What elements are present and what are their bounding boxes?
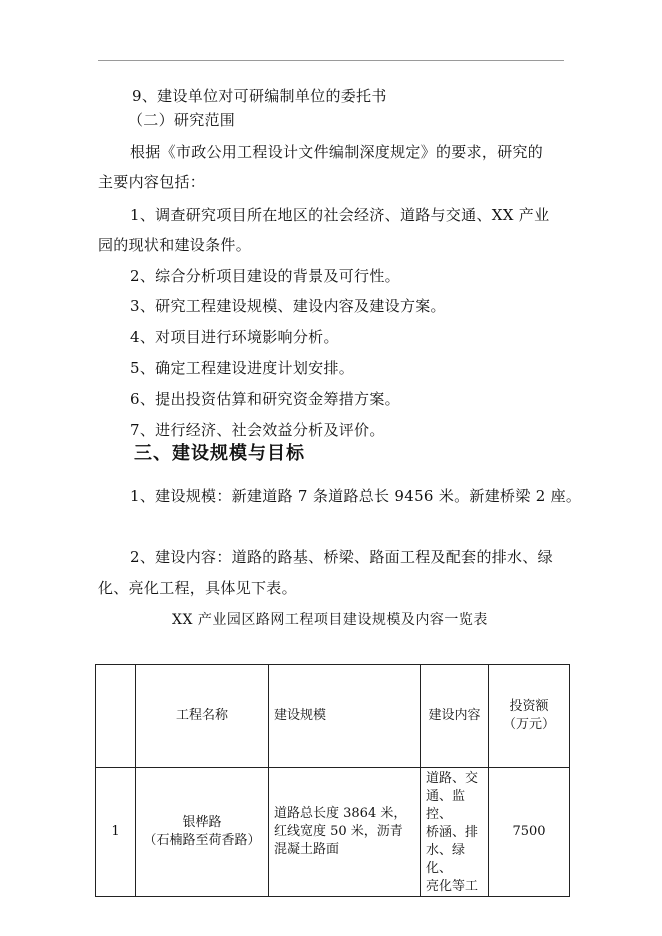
row-name-cell: 银桦路 （石楠路至荷香路）	[136, 768, 269, 897]
row-investment-cell: 7500	[489, 768, 570, 897]
content-paragraph-line-1: 2、建设内容：道路的路基、桥梁、路面工程及配套的排水、绿	[130, 548, 553, 566]
header-index-cell	[96, 665, 136, 768]
text-line-3: 根据《市政公用工程设计文件编制深度规定》的要求，研究的	[130, 143, 544, 161]
table-row	[96, 768, 570, 897]
section-heading: 三、建设规模与目标	[134, 443, 305, 464]
scale-paragraph: 1、建设规模：新建道路 7 条道路总长 9456 米。新建桥梁 2 座。	[130, 487, 582, 505]
header-rule	[98, 60, 564, 61]
text-line-4: 主要内容包括：	[98, 173, 206, 191]
text-line-10: 5、确定工程建设进度计划安排。	[130, 359, 355, 377]
table-caption: XX 产业园区路网工程项目建设规模及内容一览表	[172, 612, 488, 628]
text-line-2: （二）研究范围	[128, 111, 236, 129]
header-investment-cell: 投资额 （万元）	[489, 665, 570, 768]
project-scale-table	[95, 664, 570, 897]
text-line-8: 3、研究工程建设规模、建设内容及建设方案。	[130, 297, 446, 315]
text-line-1: 9、建设单位对可研编制单位的委托书	[132, 87, 387, 105]
table-header-row	[96, 665, 570, 768]
text-line-12: 7、进行经济、社会效益分析及评价。	[130, 421, 385, 439]
row-scale-cell: 道路总长度 3864 米， 红线宽度 50 米，沥青 混凝土路面	[269, 768, 421, 897]
text-line-7: 2、综合分析项目建设的背景及可行性。	[130, 267, 400, 285]
text-line-11: 6、提出投资估算和研究资金筹措方案。	[130, 390, 400, 408]
text-line-9: 4、对项目进行环境影响分析。	[130, 328, 339, 346]
text-line-5: 1、调查研究项目所在地区的社会经济、道路与交通、XX 产业	[130, 206, 550, 224]
row-content-cell: 道路、交 通、监控、 桥涵、排 水、绿化、 亮化等工	[421, 768, 489, 897]
text-line-6: 园的现状和建设条件。	[98, 236, 252, 254]
content-paragraph-line-2: 化、亮化工程，具体见下表。	[98, 579, 297, 597]
header-content-cell: 建设内容	[421, 665, 489, 768]
row-index-cell: 1	[96, 768, 136, 897]
header-scale-cell: 建设规模	[269, 665, 421, 768]
header-name-cell: 工程名称	[136, 665, 269, 768]
